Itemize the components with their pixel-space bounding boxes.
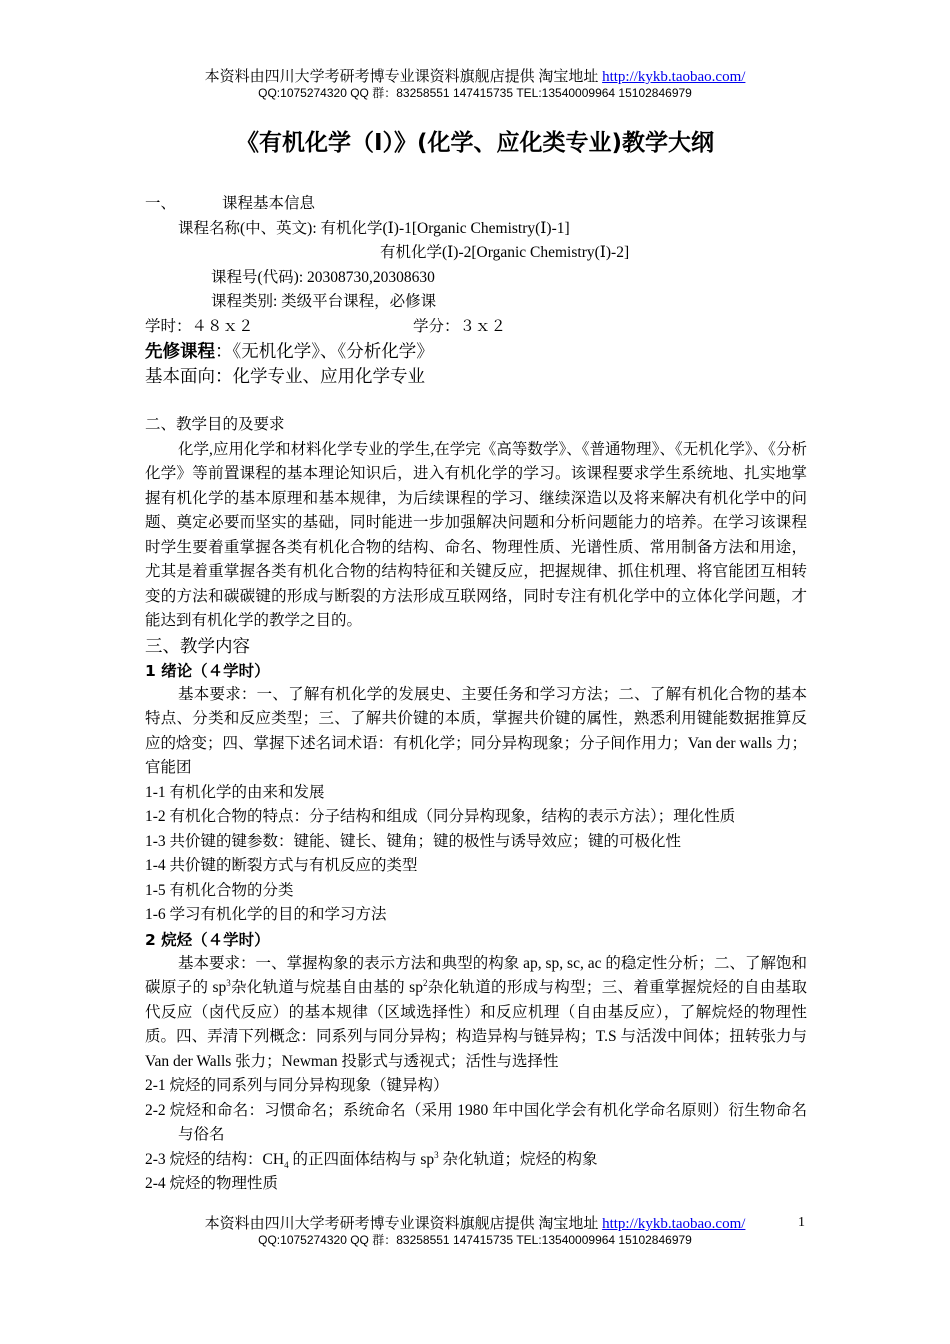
chapter2-requirements — [145, 952, 807, 1075]
chapter2-item — [145, 1148, 807, 1173]
chapter2-req-part: 杂化轨道的形成与构型；三、着重掌握烷烃的自由基取代反应（卤代反应）的基本规律（区域选择性）和反应机理（自由基反应），了解烷烃的物理性质。四、弄清下列概念：同系列与同分异构；构造异构与链异构；T.S 与活泼中间体；扭转张力与 Van der Walls 张力；Newman 投影式与透视式；活性与选择性 — [145, 979, 807, 1070]
chapter2-req-part: 基本要求：一、掌握构象的表示方法和典型的构象 ap, sp, sc, ac 的稳定性分析；二、了解饱和碳原子的 sp — [145, 954, 807, 996]
page-footer — [0, 1215, 950, 1248]
section3-heading: 三、教学内容 — [145, 635, 250, 656]
item-part: 2-3 烷烃的结构：CH — [145, 1150, 285, 1168]
chapter2-item: 2-4 烷烃的物理性质 — [145, 1175, 279, 1192]
chapter1-item: 1-2 有机化合物的特点：分子结构和组成（同分异构现象，结构的表示方法）；理化性质 — [145, 808, 736, 825]
course-name-line1: 课程名称(中、英文): 有机化学(Ⅰ)-1[Organic Chemistry(Ⅰ)-1] — [178, 219, 570, 237]
footer-shop-text: 本资料由四川大学考研考博专业课资料旗舰店提供 淘宝地址 — [204, 1216, 603, 1232]
item-part: 的正四面体结构与 sp — [288, 1150, 435, 1168]
superscript: 3 — [226, 977, 231, 988]
footer-contact: QQ:1075274320 QQ 群：83258551 147415735 TEL:13540009964 15102846979 — [258, 1233, 692, 1247]
section2-paragraph: 化学,应用化学和材料化学专业的学生,在学完《高等数学》、《普通物理》、《无机化学》、《分析化学》等前置课程的基本理论知识后，进入有机化学的学习。该课程要求学生系统地、扎实地掌握有机化学的基本原理和基本规律，为后续课程的学习、继续深造以及将来解决有机化学中的问题、奠定必要而坚实的基础，同时能进一步加强解决问题和分析问题能力的培养。在学习该课程时学生要着重掌握各类有机化合物的结构、命名、物理性质、光谱性质、常用制备方法和用途，尤其是着重掌握各类有机化合物的结构特征和关键反应，把握规律、抓住机理、将官能团互相转变的方法和碳碳键的形成与断裂的方法形成互联网络，同时专注有机化学中的立体化学问题，才能达到有机化学的教学之目的。 — [145, 440, 807, 629]
course-audience: 基本面向：化学专业、应用化学专业 — [145, 366, 425, 386]
course-hours: 学时：４８ｘ２ — [145, 317, 254, 335]
section1-title: 课程基本信息 — [222, 195, 316, 212]
chapter1-item: 1-1 有机化学的由来和发展 — [145, 783, 325, 801]
document-body — [145, 192, 807, 1197]
hours-credits-line — [145, 315, 807, 340]
chapter2-req-part: 杂化轨道与烷基自由基的 sp — [230, 979, 423, 996]
prereq-value: ：《无机化学》、《分析化学》 — [215, 341, 434, 361]
chapter1-item: 1-4 共价键的断裂方式与有机反应的类型 — [145, 857, 418, 874]
chapter1-item: 1-5 有机化合物的分类 — [145, 881, 294, 899]
footer-shop-link[interactable]: http://kykb.taobao.com/ — [602, 1216, 746, 1232]
course-name-line2: 有机化学(Ⅰ)-2[Organic Chemistry(Ⅰ)-2] — [380, 244, 630, 261]
chapter2-item: 2-2 烷烃和命名：习惯命名；系统命名（采用 1980 年中国化学会有机化学命名原则）衍生物命名与俗名 — [145, 1101, 807, 1143]
prerequisites — [145, 339, 807, 364]
chapter1-requirements: 基本要求：一、了解有机化学的发展史、主要任务和学习方法；二、了解有机化合物的基本特点、分类和反应类型；三、了解共价键的本质，掌握共价键的属性，熟悉利用键能数据推算反应的焓变；四、掌握下述名词术语：有机化学；同分异构现象；分子间作用力；Van der walls 力；官能团 — [145, 685, 807, 776]
course-code: 课程号(代码): 20308730,20308630 — [211, 268, 435, 286]
superscript: 3 — [434, 1149, 439, 1160]
document-title: 《有机化学（I）》(化学、应化类专业)教学大纲 — [235, 130, 715, 156]
item-part: 杂化轨道；烷烃的构象 — [438, 1150, 598, 1168]
header-contact: QQ:1075274320 QQ 群：83258551 147415735 TEL:13540009964 15102846979 — [258, 86, 692, 100]
chapter2-title: 2 烷烃（４学时） — [145, 930, 270, 949]
chapter1-item: 1-3 共价键的键参数：键能、键长、键角；键的极性与诱导效应；键的可极化性 — [145, 832, 682, 850]
section2-heading: 二、教学目的及要求 — [145, 416, 285, 433]
header-shop-text: 本资料由四川大学考研考博专业课资料旗舰店提供 淘宝地址 — [204, 69, 603, 85]
chapter1-item: 1-6 学习有机化学的目的和学习方法 — [145, 906, 387, 923]
superscript: 2 — [422, 977, 428, 988]
subscript: 4 — [284, 1159, 289, 1170]
page-header — [0, 68, 950, 101]
chapter2-item: 2-1 烷烃的同系列与同分异构现象（键异构） — [145, 1077, 449, 1094]
header-shop-link[interactable]: http://kykb.taobao.com/ — [602, 69, 746, 85]
section1-heading — [145, 192, 807, 217]
course-credits: 学分：３ｘ２ — [413, 317, 507, 335]
course-category: 课程类别: 类级平台课程，必修课 — [211, 293, 437, 310]
page-number: 1 — [798, 1215, 805, 1230]
prereq-label: 先修课程 — [145, 341, 215, 361]
section1-number: 一、 — [145, 195, 177, 212]
chapter1-title: 1 绪论（４学时） — [145, 661, 270, 680]
